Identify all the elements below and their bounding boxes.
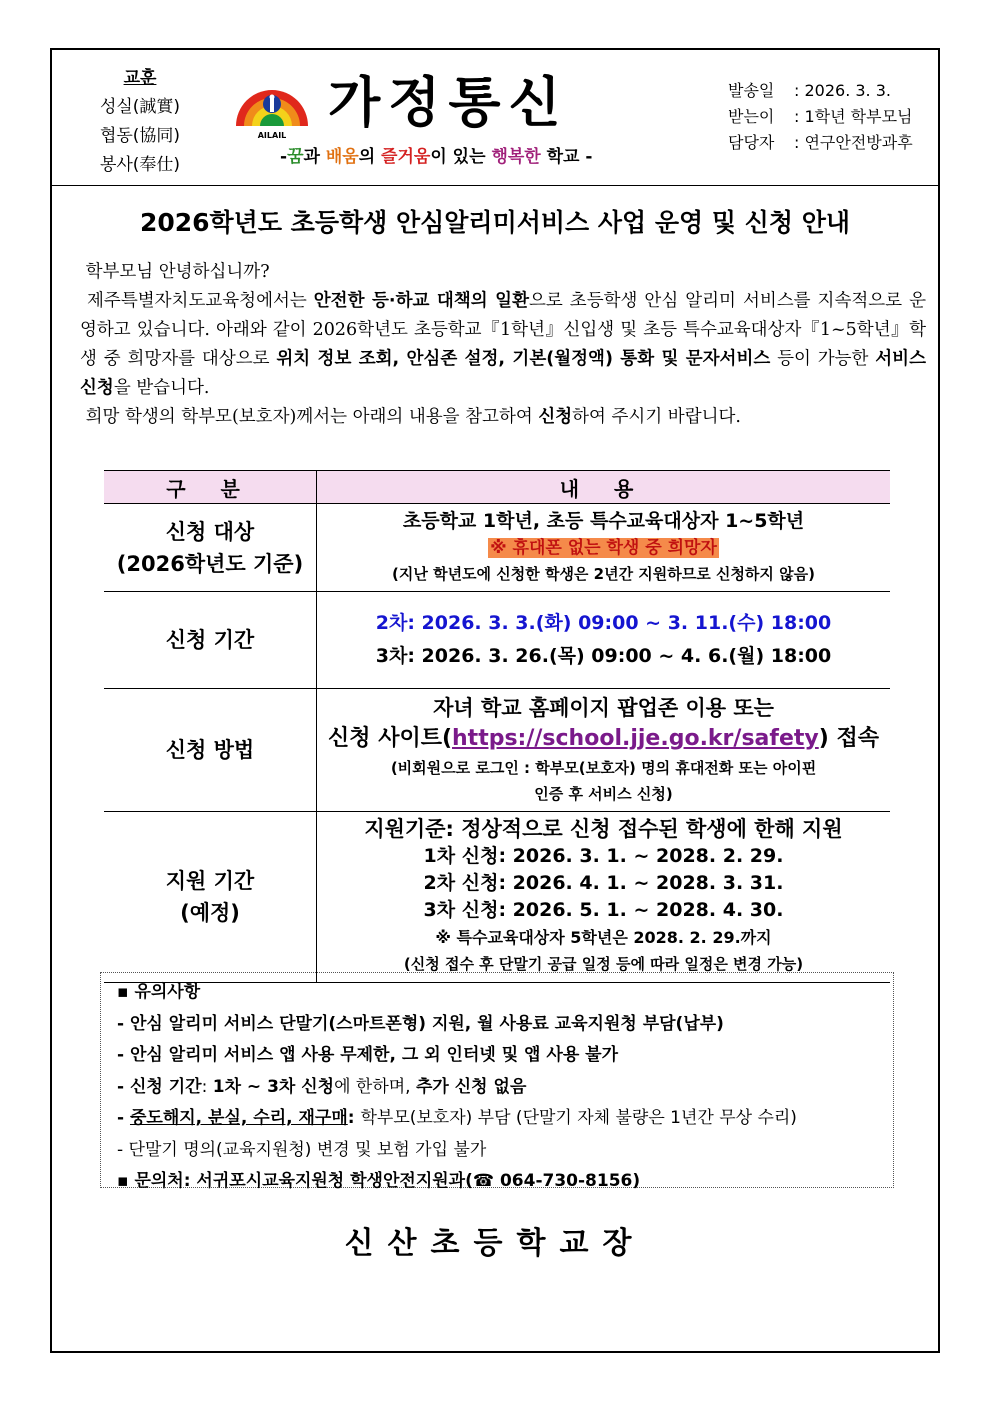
note-item: - 단말기 명의(교육지원청) 변경 및 보험 가입 불가 — [117, 1139, 487, 1160]
send-date: : 2026. 3. 3. — [794, 81, 891, 100]
note-item: - 안심 알리미 서비스 앱 사용 무제한, 그 외 인터넷 및 앱 사용 불가 — [117, 1045, 619, 1065]
motto-title: 교훈 — [123, 68, 157, 88]
application-site-link[interactable]: https://school.jje.go.kr/safety — [452, 726, 819, 751]
school-slogan: -꿈과 배움의 즐거움이 있는 행복한 학교 - — [280, 147, 593, 167]
meta-key: 받는이 — [728, 107, 775, 126]
meta-key: 발송일 — [728, 81, 775, 100]
table-row-target: 신청 대상 (2026학년도 기준) 초등학교 1학년, 초등 특수교육대상자 1~5학년 ※ 휴대폰 없는 학생 중 희망자 (지난 학년도에 신청한 학생은 2년간 지원하므로 신청하지 않음) — [104, 504, 890, 592]
document-title: 2026학년도 초등학생 안심알리미서비스 사업 운영 및 신청 안내 — [139, 208, 851, 237]
table-row-period: 신청 기간 2차: 2026. 3. 3.(화) 09:00 ~ 3. 11.(수) 18:00 3차: 2026. 3. 26.(목) 09:00 ~ 4. 6.(월) 18:00 — [104, 592, 890, 689]
meta-key: 담당자 — [728, 133, 775, 152]
notes-title: ▪ 유의사항 — [117, 982, 201, 1002]
note-item: - 신청 기간: 1차 ~ 3차 신청에 한하며, 추가 신청 없음 — [117, 1076, 527, 1097]
intro-paragraph-1: 제주특별자치도교육청에서는 안전한 등·하교 대책의 일환으로 초등학생 안심 알리미 서비스를 지속적으로 운영하고 있습니다. 아래와 같이 2026학년도 초등학교『1학년』신입생 및 초등 특수교육대상자『1~5학년』학생 중 희망자를 대상으로 위치 정보 조회, 안심존 설정, 기본(월정액) 통화 및 문자서비스 등이 가능한 서비스 신청을 받습니다. — [80, 291, 926, 398]
school-logo-icon — [230, 68, 314, 140]
person-in-charge: : 연구안전방과후 — [794, 133, 913, 152]
note-item: - 중도해지, 분실, 수리, 재구매: 학부모(보호자) 부담 (단말기 자체 불량은 1년간 무상 수리) — [117, 1108, 797, 1128]
intro-text — [80, 258, 926, 432]
newsletter-brand: 가정통신 — [328, 70, 569, 134]
send-info — [728, 78, 913, 156]
logo-text: AILAIL — [257, 131, 287, 140]
recipient: : 1학년 학부모님 — [794, 107, 913, 126]
motto-item: 봉사(奉仕) — [99, 155, 181, 175]
intro-paragraph-2: 희망 학생의 학부모(보호자)께서는 아래의 내용을 참고하여 신청하여 주시기 바랍니다. — [85, 407, 741, 427]
table-header-value: 내 용 — [317, 471, 891, 504]
table-row-method: 신청 방법 자녀 학교 홈페이지 팝업존 이용 또는 신청 사이트(https://school.jje.go.kr/safety) 접속 (비회원으로 로그인 : 학부모(보호자) 명의 휴대전화 또는 아이핀 인증 후 서비스 신청) — [104, 689, 890, 812]
info-table — [104, 470, 890, 983]
header — [52, 50, 938, 186]
motto-item: 성실(誠實) — [99, 97, 181, 117]
table-row-support: 지원 기간 (예정) 지원기준: 정상적으로 신청 접수된 학생에 한해 지원 1차 신청: 2026. 3. 1. ~ 2028. 2. 29. 2차 신청: 2026. 4. 1. ~ 2028. 3. 31. 3차 신청: 2026. 5. 1. ~ 2028. 4. 30. ※ 특수교육대상자 5학년은 2028. 2. 29.까지 (신청 접수 후 단말기 공급 일정 등에 따라 일정은 변경 가능) — [104, 812, 890, 983]
notes-box — [100, 972, 894, 1191]
contact-info: ▪ 문의처: 서귀포시교육지원청 학생안전지원과(☎ 064-730-8156) — [117, 1171, 641, 1191]
highlight-note: ※ 휴대폰 없는 학생 중 희망자 — [490, 538, 717, 558]
greeting: 학부모님 안녕하십니까? — [85, 262, 270, 282]
document-frame — [50, 48, 940, 1353]
motto-item: 협동(協同) — [99, 126, 181, 146]
school-motto — [70, 64, 210, 180]
principal-signature: 신산초등학교장 — [344, 1226, 646, 1261]
table-header-label: 구 분 — [104, 471, 317, 504]
note-item: - 안심 알리미 서비스 단말기(스마트폰형) 지원, 월 사용료 교육지원청 부담(납부) — [117, 1013, 724, 1034]
